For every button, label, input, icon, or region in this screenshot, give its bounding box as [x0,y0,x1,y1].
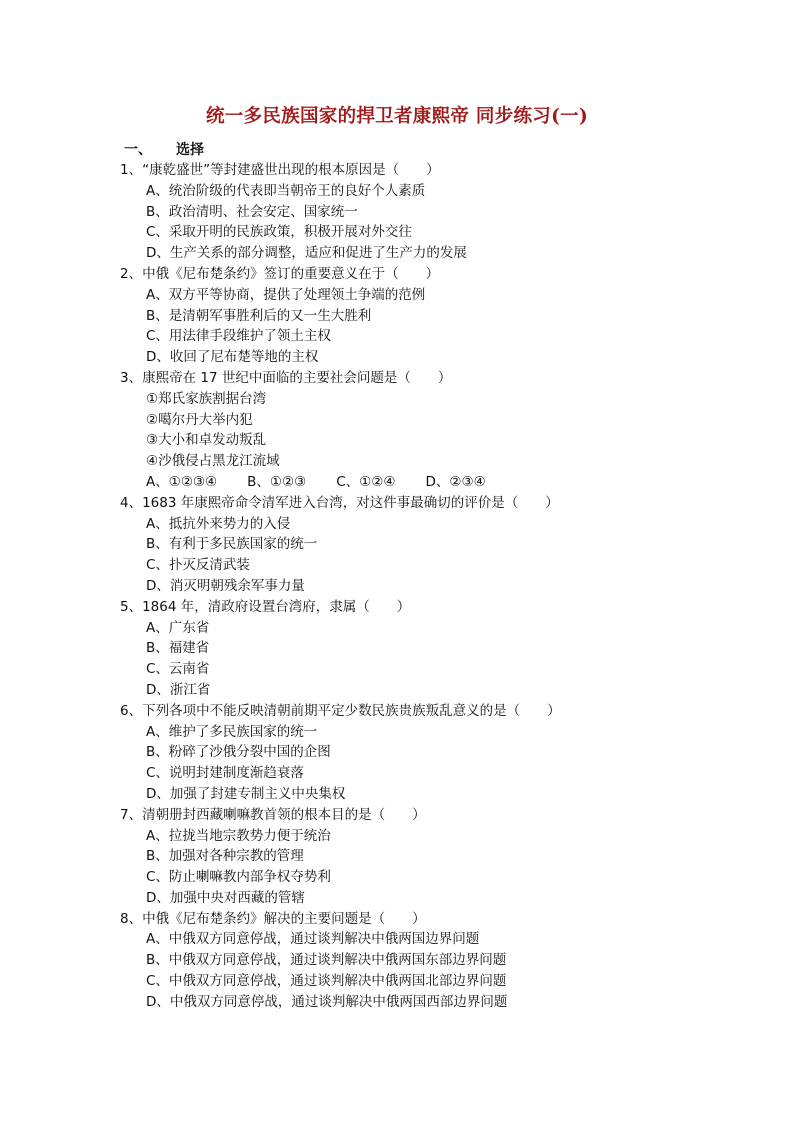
question-stem: 6、下列各项中不能反映清朝前期平定少数民族贵族叛乱意义的是（ ） [120,702,561,719]
question-stem: 7、清朝册封西藏喇嘛教首领的根本目的是（ ） [120,806,426,823]
question-4 [120,493,720,597]
statement-3: ③大小和卓发动叛乱 [146,432,267,449]
section-heading [124,140,204,160]
option-b: B、有利于多民族国家的统一 [146,536,318,553]
option-d: D、中俄双方同意停战，通过谈判解决中俄两国西部边界问题 [146,993,508,1010]
section-label: 选择 [176,142,204,158]
option-b: B、加强对各种宗教的管理 [146,848,304,865]
question-6 [120,701,720,805]
question-stem: 8、中俄《尼布楚条约》解决的主要问题是（ ） [120,910,426,927]
option-a: A、中俄双方同意停战，通过谈判解决中俄两国边界问题 [146,931,480,948]
question-1 [120,160,720,264]
section-number: 一、 [124,142,152,158]
option-c: C、扑灭反清武装 [146,557,250,574]
option-d: D、收回了尼布楚等地的主权 [146,349,319,366]
option-c: C、用法律手段维护了领土主权 [146,328,331,345]
option-a: A、①②③④ [146,473,218,490]
option-a: A、统治阶级的代表即当朝帝王的良好个人素质 [146,182,426,199]
option-d: D、加强了封建专制主义中央集权 [146,785,346,802]
option-a: A、广东省 [146,619,210,636]
option-b: B、福建省 [146,640,210,657]
option-c: C、中俄双方同意停战，通过谈判解决中俄两国北部边界问题 [146,973,507,990]
option-c: C、防止喇嘛教内部争权夺势利 [146,869,331,886]
option-d: D、消灭明朝残余军事力量 [146,577,305,594]
question-stem: 4、1683 年康熙帝命令清军进入台湾，对这件事最确切的评价是（ ） [120,494,559,511]
option-c: C、采取开明的民族政策，积极开展对外交往 [146,224,412,241]
option-b: B、①②③ [247,473,307,490]
option-a: A、拉拢当地宗教势力便于统治 [146,827,331,844]
option-b: B、粉碎了沙俄分裂中国的企图 [146,744,331,761]
question-2 [120,264,720,368]
option-c: C、①②④ [336,473,396,490]
question-5 [120,597,720,701]
choice-row [120,472,720,493]
option-d: D、浙江省 [146,681,211,698]
option-d: D、②③④ [425,473,486,490]
option-c: C、云南省 [146,661,210,678]
page-title: 统一多民族国家的捍卫者康熙帝 同步练习(一) [205,106,589,127]
option-b: B、政治清明、社会安定、国家统一 [146,203,358,220]
option-a: A、双方平等协商，提供了处理领土争端的范例 [146,286,426,303]
option-d: D、加强中央对西藏的管辖 [146,889,305,906]
question-stem: 2、中俄《尼布楚条约》签订的重要意义在于（ ） [120,265,440,282]
option-d: D、生产关系的部分调整，适应和促进了生产力的发展 [146,245,467,262]
question-stem: 3、康熙帝在 17 世纪中面临的主要社会问题是（ ） [120,369,452,386]
question-3 [120,368,720,493]
question-8 [120,909,720,1013]
statement-4: ④沙俄侵占黑龙江流域 [146,453,280,470]
question-stem: 5、1864 年，清政府设置台湾府，隶属（ ） [120,598,411,615]
question-7 [120,805,720,909]
option-b: B、是清朝军事胜利后的又一生大胜利 [146,307,372,324]
statement-2: ②噶尔丹大举内犯 [146,411,253,428]
question-list [120,160,720,1013]
question-stem: 1、“康乾盛世”等封建盛世出现的根本原因是（ ） [120,162,440,178]
option-a: A、维护了多民族国家的统一 [146,723,318,740]
option-c: C、说明封建制度渐趋衰落 [146,765,304,782]
option-b: B、中俄双方同意停战，通过谈判解决中俄两国东部边界问题 [146,952,507,969]
statement-1: ①郑氏家族割据台湾 [146,390,267,407]
option-a: A、抵抗外来势力的入侵 [146,515,291,532]
